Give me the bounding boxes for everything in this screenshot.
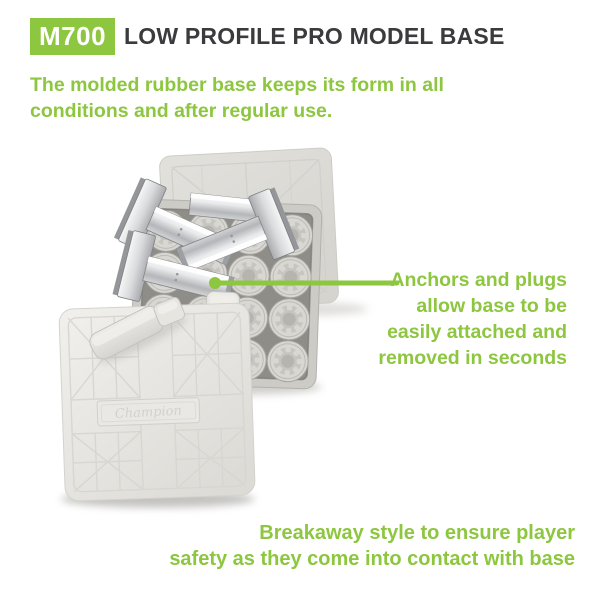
callout-connector-dot: [209, 277, 221, 289]
model-badge: M700: [30, 18, 115, 55]
intro-line-2: conditions and after regular use.: [30, 100, 333, 122]
header: [30, 18, 505, 55]
callout-anchors-text: [378, 267, 567, 371]
callout-anchors-line-1: Anchors and plugs: [390, 269, 567, 291]
page-title: LOW PROFILE PRO MODEL BASE: [124, 23, 505, 49]
callout-breakaway-line-1: Breakaway style to ensure player: [259, 522, 575, 544]
callout-breakaway-line-2: safety as they come into contact with base: [169, 548, 575, 570]
callout-breakaway-text: [169, 520, 575, 572]
callout-anchors-line-2: allow base to be: [416, 295, 567, 317]
intro-text: [30, 72, 444, 124]
callout-anchors-line-3: easily attached and: [387, 321, 567, 343]
brand-logo-embossed: Champion: [114, 403, 183, 423]
callout-anchors-line-4: removed in seconds: [378, 347, 567, 369]
brand-plate: [97, 398, 200, 427]
intro-line-1: The molded rubber base keeps its form in all: [30, 74, 444, 96]
